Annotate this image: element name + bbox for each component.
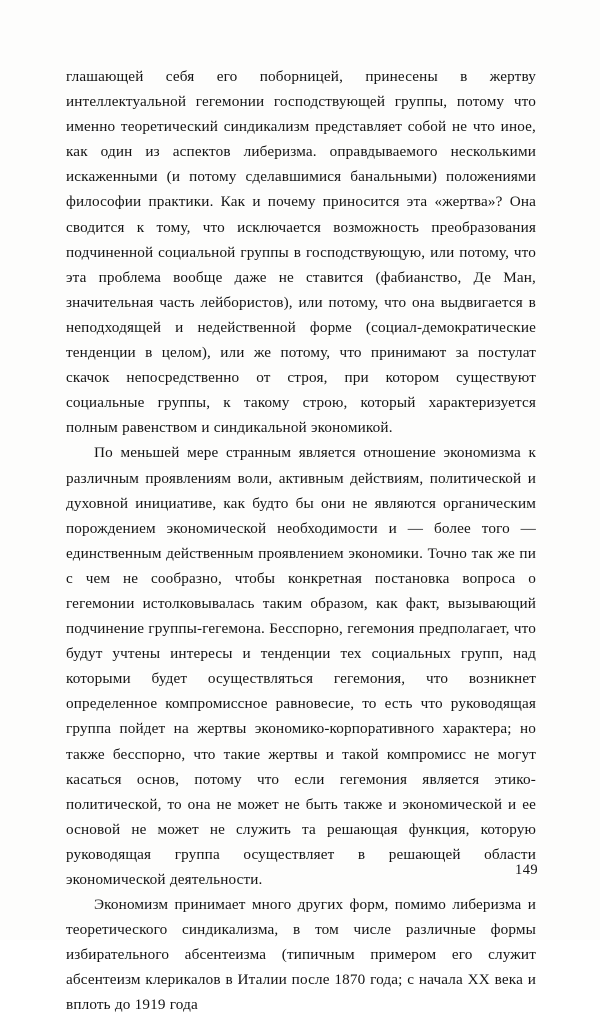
page-number: 149 (515, 862, 538, 878)
body-text (66, 64, 536, 1018)
paragraph: Экономизм принимает много других форм, помимо либеризма и теоретического синдикализма, в том числе различные формы избирательного абсентеизма (типичным примером его служит абсентеизм клерикалов в Италии после 1870 года; с начала XX века и вплоть до 1919 года (66, 896, 536, 1014)
paragraph: По меньшей мере странным является отношение экономизма к различным проявлениям воли, активным действиям, политической и духовной инициативе, как будто бы они не являются органическим порождением экономической необходимости и — более того — единственным действенным проявлением экономики. Точно так же пи с чем не сообразно, чтобы конкретная постановка вопроса о гегемонии истолковывалась таким образом, как факт, вызывающий подчинение группы-гегемона. Бесспорно, гегемония предполагает, что будут учтены интересы и тенденции тех социальных групп, над которыми будет осуществляться гегемония, что возникнет определенное компромиссное равновесие, то есть что руководящая группа пойдет на жертвы экономико-корпоративного характера; но также бесспорно, что такие жертвы и такой компромисс не могут касаться основ, потому что если гегемония является этико-политической, то она не может не быть также и экономической и ее основой не может не служить та решающая функция, которую руководящая группа осуществляет в решающей области экономической деятельности. (66, 444, 536, 888)
paragraph: глашающей себя его поборницей, принесены в жертву интеллектуальной гегемонии господствующей группы, потому что именно теоретический синдикализм представляет собой не что иное, как один из аспектов либеризма. оправдываемого несколькими искаженными (и потому сделавшимися банальными) положениями философии практики. Как и почему приносится эта «жертва»? Она сводится к тому, что исключается возможность преобразования подчиненной социальной группы в господствующую, или потому, что эта проблема вообще даже не ставится (фабианство, Де Ман, значительная часть лейбористов), или потому, что она выдвигается в неподходящей и недейственной форме (социал-демократические тенденции в целом), или же потому, что принимают за постулат скачок непосредственно от строя, при котором существуют социальные группы, к такому строю, который характеризуется полным равенством и синдикальной экономикой. (66, 68, 536, 437)
